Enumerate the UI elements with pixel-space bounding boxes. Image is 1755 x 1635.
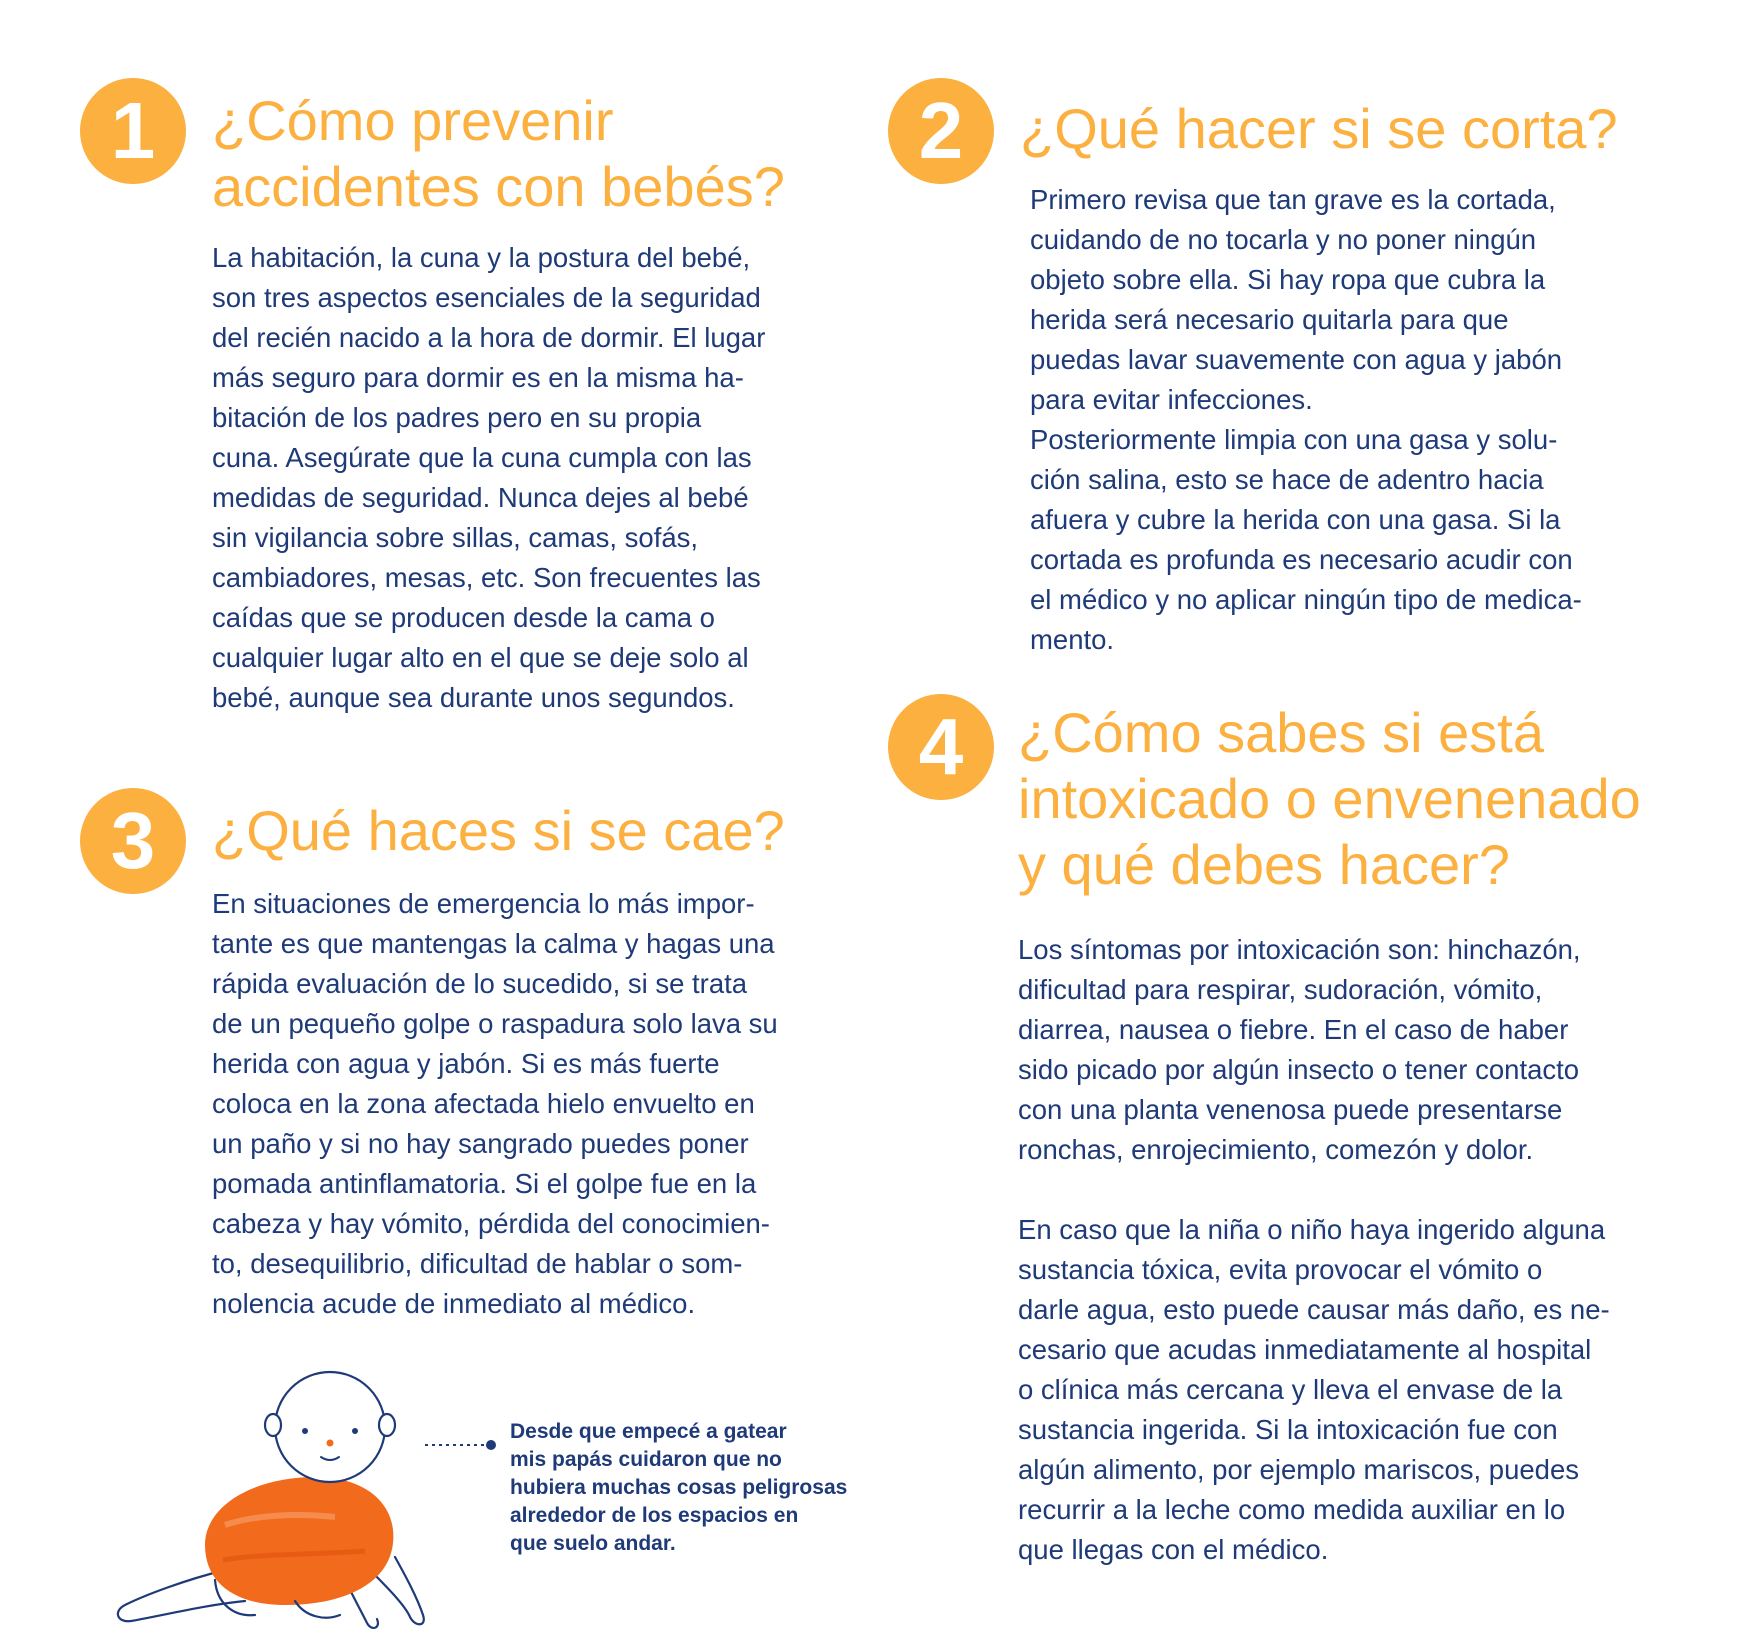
section-number-badge: 2	[888, 78, 994, 184]
illustration-caption: Desde que empecé a gatear mis papás cuidaron que no hubiera muchas cosas peligrosas alrededor de los espacios en que suelo andar.	[510, 1420, 848, 1555]
section-body: Primero revisa que tan grave es la cortada, cuidando de no tocarla y no poner ningún objeto sobre ella. Si hay ropa que cubra la herida será necesario quitarla para que puedas lavar suavemente con agua y jabón para evitar infecciones. Posteriormente limpia con una gasa y solu- ción salina, esto se hace de adentro hacia afuera y cubre la herida con una gasa. Si la cortada es profunda es necesario acudir con el médico y no aplicar ningún tipo de medica- mento.	[1030, 184, 1582, 655]
section-body: Los síntomas por intoxicación son: hinchazón, dificultad para respirar, sudoración, vómito, diarrea, nausea o fiebre. En el caso de haber sido picado por algún insecto o tener contacto con una planta venenosa puede presentarse ronchas, enrojecimiento, comezón y dolor. En caso que la niña o niño haya ingerido alguna sustancia tóxica, evita provocar el vómito o darle agua, esto puede causar más daño, es ne- cesario que acudas inmediatamente al hospital o clínica más cercana y lleva el envase de la sustancia ingerida. Si la intoxicación fue con algún alimento, por ejemplo mariscos, puedes recurrir a la leche como medida auxiliar en lo que llegas con el médico.	[1018, 934, 1610, 1565]
section-title: ¿Cómo sabes si está intoxicado o envenenado y qué debes hacer?	[1018, 701, 1641, 896]
section-title: ¿Cómo prevenir accidentes con bebés?	[212, 89, 785, 218]
section-title: ¿Qué haces si se cae?	[212, 799, 785, 862]
crawling-baby-illustration	[105, 1365, 565, 1635]
section-number-badge: 3	[80, 788, 186, 894]
section-number-badge: 4	[888, 694, 994, 800]
section-number-badge: 1	[80, 78, 186, 184]
section-title: ¿Qué hacer si se corta?	[1020, 97, 1618, 160]
baby-body	[205, 1477, 393, 1605]
section-body: La habitación, la cuna y la postura del bebé, son tres aspectos esenciales de la seguridad del recién nacido a la hora de dormir. El lugar más seguro para dormir es en la misma ha- bitación de los padres pero en su propia cuna. Asegúrate que la cuna cumpla con las medidas de seguridad. Nunca dejes al bebé sin vigilancia sobre sillas, camas, sofás, cambiadores, mesas, etc. Son frecuentes las caídas que se producen desde la cama o cualquier lugar alto en el que se deje solo al bebé, aunque sea durante unos segundos.	[212, 242, 766, 713]
section-body: En situaciones de emergencia lo más impor- tante es que mantengas la calma y hagas una rápida evaluación de lo sucedido, si se trata de un pequeño golpe o raspadura solo lava su herida con agua y jabón. Si es más fuerte coloca en la zona afectada hielo envuelto en un paño y si no hay sangrado puedes poner pomada antinflamatoria. Si el golpe fue en la cabeza y hay vómito, pérdida del conocimien- to, desequilibrio, dificultad de hablar o som- nolencia acude de inmediato al médico.	[212, 888, 778, 1319]
